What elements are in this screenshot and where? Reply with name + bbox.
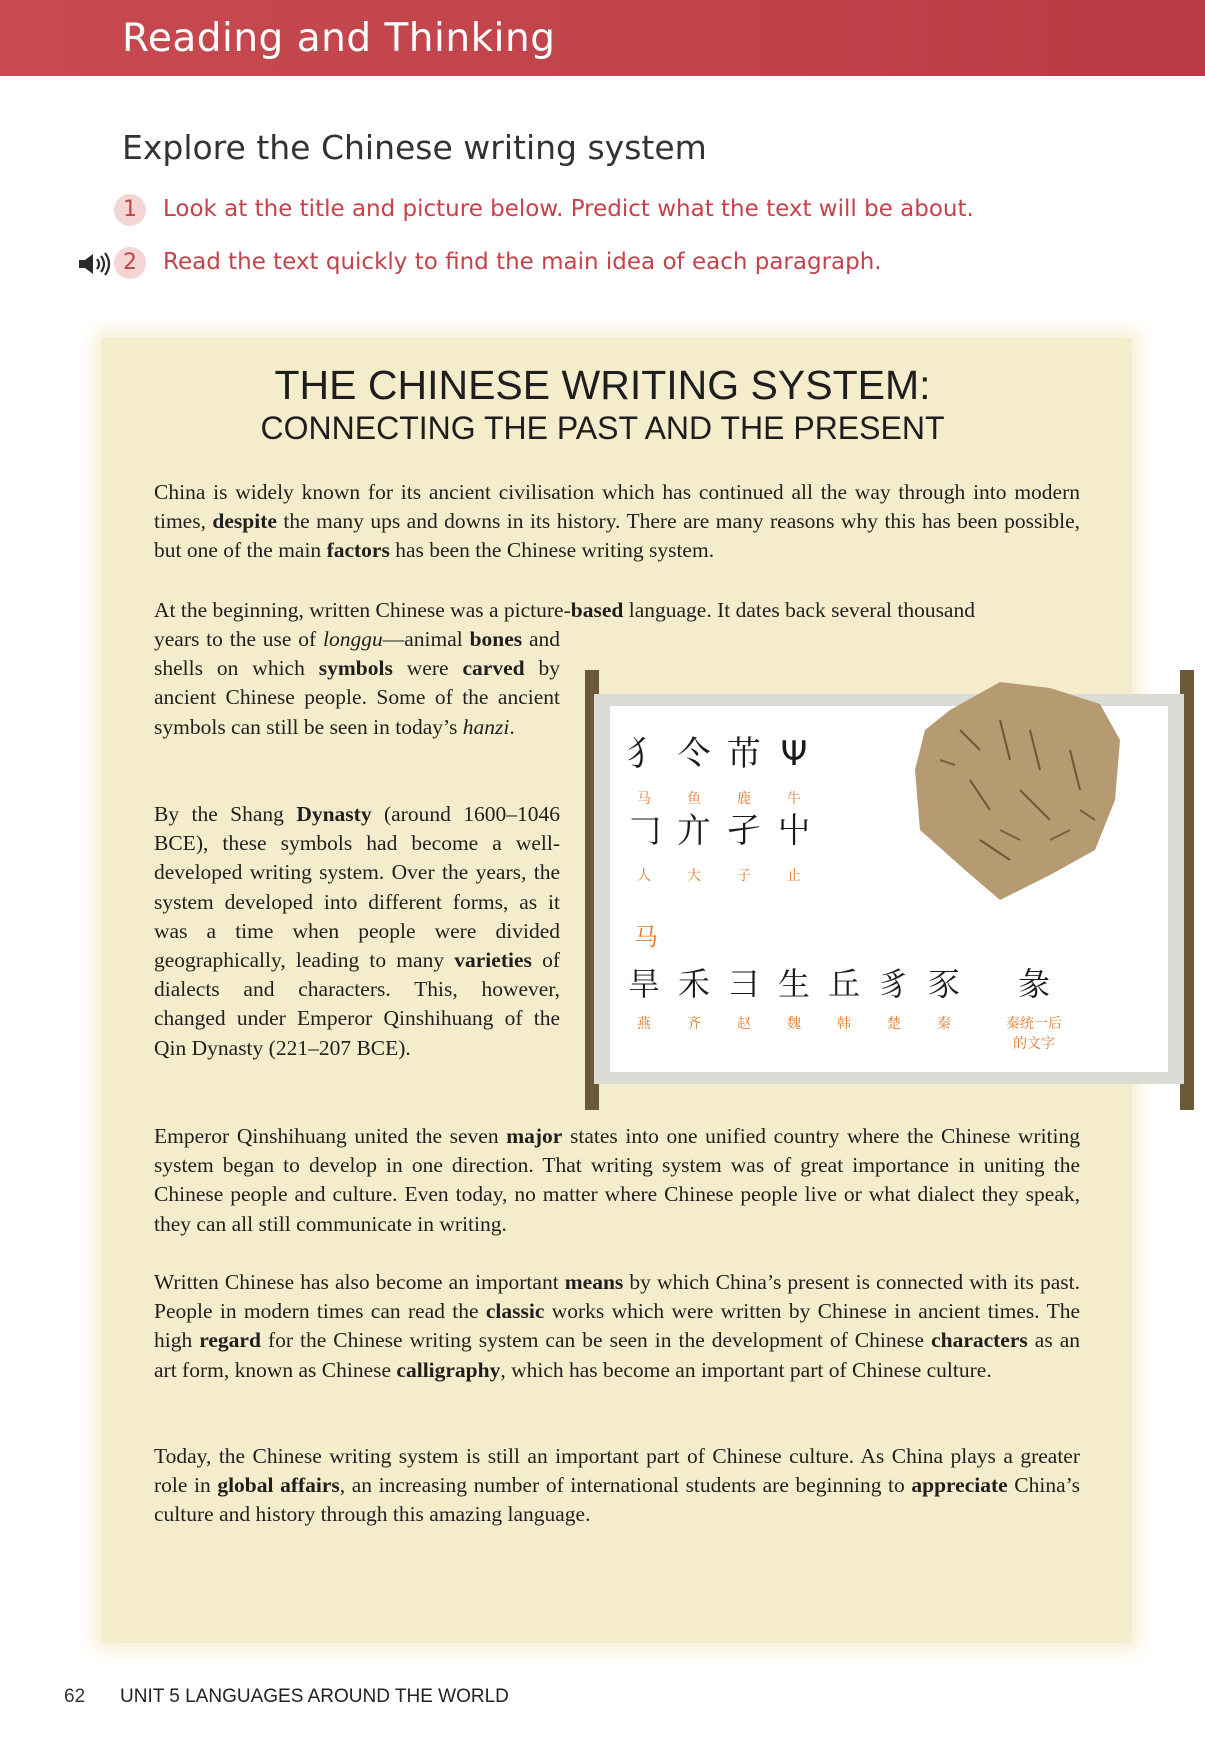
task-number: 2 [114, 247, 146, 279]
page-title: Reading and Thinking [122, 16, 556, 61]
seal-glyph-zhao: 彐 [727, 965, 761, 1003]
oracle-glyph-person: 𠃌 [627, 811, 661, 851]
oracle-bone-scroll-illustration [580, 670, 1198, 1110]
glyph-label: 马 [637, 791, 651, 807]
seal-glyph-chu: 豸 [877, 965, 911, 1003]
paragraph-3: By the Shang Dynasty (around 1600–1046 BCE), these symbols had become a well-developed writing system. Over the years, the system developed into different forms, as it was a time when people were divided geographically, leading to many varieties of dialects and characters. This, however, changed under Emperor Qinshihuang of the Qin Dynasty (221–207 BCE). [154, 802, 560, 1060]
glyph-label: 楚 [887, 1016, 901, 1032]
oracle-glyph-horse: 犭 [627, 734, 661, 774]
glyph-label: 牛 [787, 791, 801, 807]
audio-speaker-icon[interactable] [77, 251, 113, 277]
glyph-label: 秦统一后 [1006, 1016, 1062, 1032]
oracle-glyph-deer: 芇 [727, 734, 761, 774]
oracle-glyph-fish: 仒 [677, 734, 711, 774]
oracle-glyph-child: 孑 [727, 811, 761, 851]
article-subtitle: CONNECTING THE PAST AND THE PRESENT [260, 410, 945, 446]
paragraph-4: Emperor Qinshihuang united the seven major states into one unified country where the Chinese writing system began to develop in one direction. That writing system was of great importance in uniting the Chinese people and culture. Even today, no matter where Chinese people live or what dialect they speak, they can all still communicate in writing. [154, 1124, 1080, 1236]
paragraph-6: Today, the Chinese writing system is still an important part of Chinese culture. As China plays a greater role in global affairs, an increasing number of international students are beginning to appreciate China’s culture and history through this amazing language. [154, 1444, 1080, 1527]
paragraph-2-rest: years to the use of longgu—animal bones and shells on which symbols were carved by ancient Chinese people. Some of the ancient symbols can still be seen in today’s hanzi. [154, 627, 560, 739]
glyph-label: 秦 [937, 1016, 951, 1032]
seal-glyph-wei: 生 [777, 965, 811, 1003]
seal-glyph-yan: 旱 [627, 965, 661, 1003]
header-bar [0, 0, 1205, 76]
task-2 [0, 245, 1205, 285]
glyph-label: 韩 [837, 1016, 851, 1032]
glyph-label: 子 [737, 868, 751, 884]
glyph-label: 鱼 [687, 791, 701, 807]
glyph-label: 人 [637, 868, 651, 884]
seal-glyph-han: 丘 [827, 965, 861, 1003]
glyph-label: 齐 [687, 1016, 701, 1032]
seal-glyph-qi: 禾 [677, 965, 711, 1003]
seal-glyph-qin: 豕 [927, 965, 961, 1003]
oracle-glyph-stop: 屮 [777, 811, 811, 851]
glyph-label: 的文字 [1013, 1036, 1055, 1052]
scroll-heading: 马 [634, 923, 658, 951]
oracle-glyph-ox: Ψ [780, 734, 808, 774]
section-heading: Explore the Chinese writing system [122, 128, 707, 167]
task-text: Look at the title and picture below. Predict what the text will be about. [163, 196, 974, 222]
task-1 [0, 192, 1205, 232]
glyph-label: 止 [787, 868, 801, 884]
glyph-label: 魏 [787, 1016, 801, 1032]
article-title: THE CHINESE WRITING SYSTEM: [274, 362, 931, 408]
page-number: 62 [64, 1686, 86, 1707]
paragraph-2-line-1: At the beginning, written Chinese was a picture-based language. It dates back several thousand [154, 598, 975, 622]
glyph-label: 鹿 [737, 791, 751, 807]
glyph-label: 大 [687, 868, 701, 884]
glyph-label: 赵 [737, 1016, 751, 1032]
paragraph-1: China is widely known for its ancient civilisation which has continued all the way through into modern times, despite the many ups and downs in its history. There are many reasons why this has been possible, but one of the main factors has been the Chinese writing system. [154, 480, 1080, 563]
oracle-glyph-big: 亣 [677, 811, 711, 851]
task-number: 1 [114, 194, 146, 226]
seal-glyph-unified: 彖 [1017, 965, 1051, 1003]
paragraph-5: Written Chinese has also become an important means by which China’s present is connected with its past. People in modern times can read the classic works which were written by Chinese in ancient times. The high regard for the Chinese writing system can be seen in the development of Chinese characters as an art form, known as Chinese calligraphy, which has become an important part of Chinese culture. [154, 1270, 1081, 1382]
task-text: Read the text quickly to find the main idea of each paragraph. [163, 249, 882, 275]
unit-title: UNIT 5 LANGUAGES AROUND THE WORLD [120, 1686, 509, 1707]
glyph-label: 燕 [637, 1016, 651, 1032]
